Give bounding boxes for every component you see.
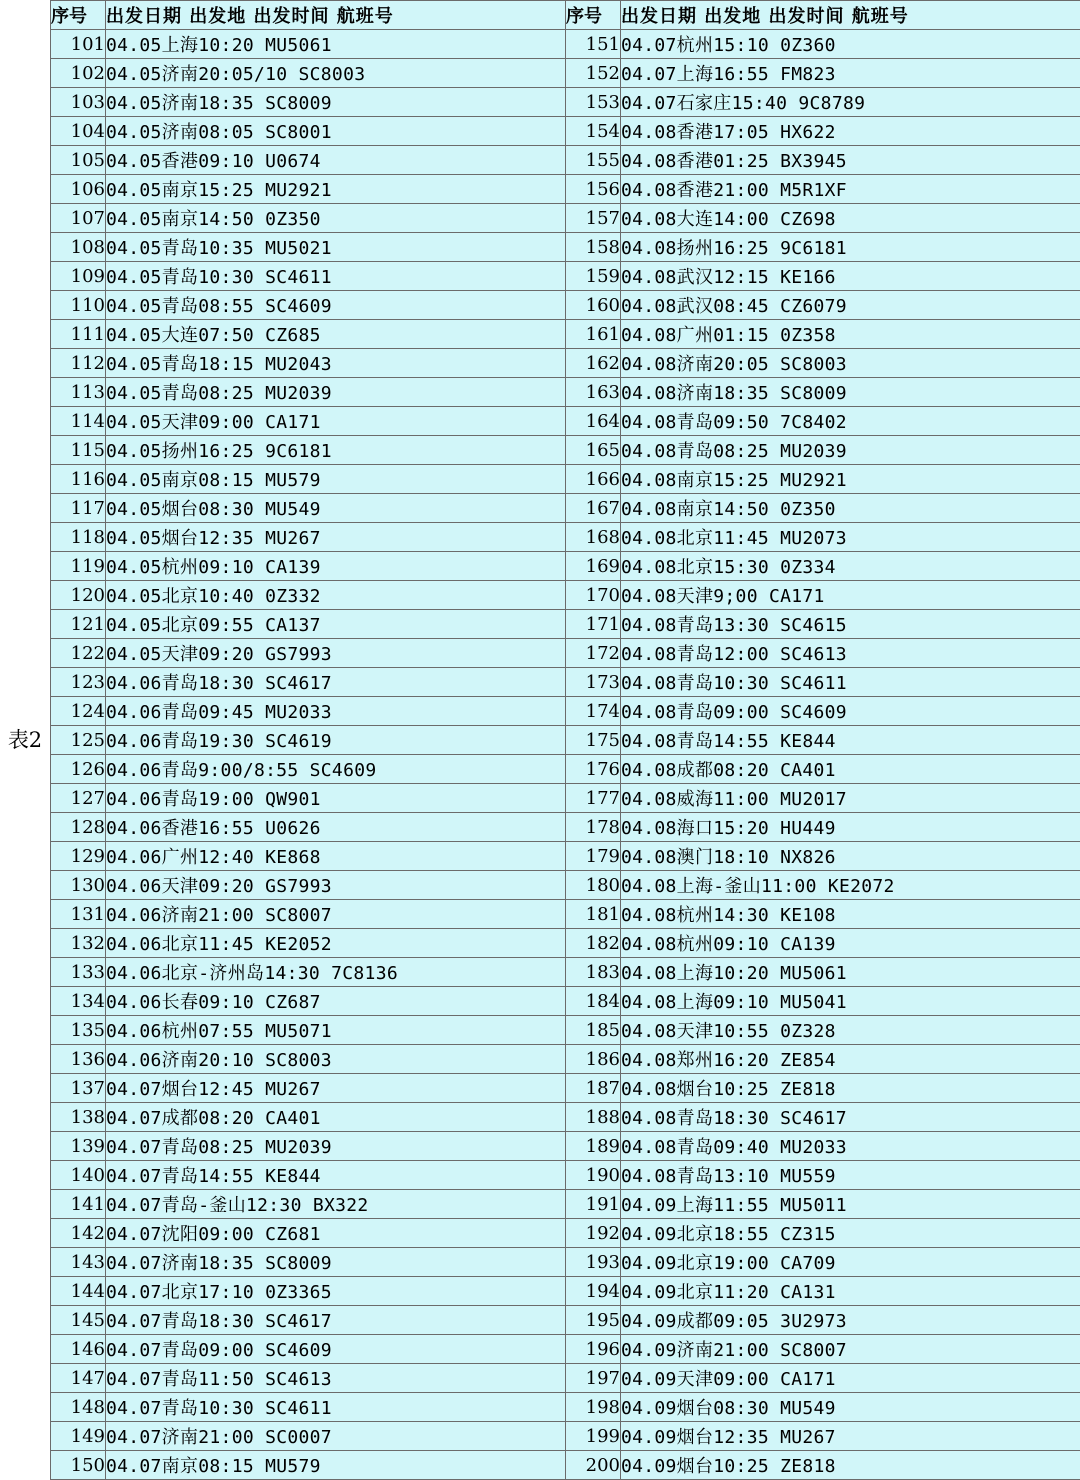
table-row [51,1364,1080,1393]
flight-cell: 04.06济南21:00 SC8007 [106,900,566,929]
seq-cell: 139 [51,1132,106,1161]
seq-cell: 165 [566,436,621,465]
flight-cell: 04.06长春09:10 CZ687 [106,987,566,1016]
flight-cell: 04.05青岛08:55 SC4609 [106,291,566,320]
table-row [51,697,1080,726]
seq-cell: 172 [566,639,621,668]
seq-cell: 117 [51,494,106,523]
seq-cell: 136 [51,1045,106,1074]
flight-cell: 04.08南京15:25 MU2921 [621,465,1080,494]
table-side-label: 表2 [0,0,50,1477]
flight-cell: 04.05烟台08:30 MU549 [106,494,566,523]
table-row [51,320,1080,349]
seq-cell: 187 [566,1074,621,1103]
seq-cell: 181 [566,900,621,929]
flight-cell: 04.08天津9;00 CA171 [621,581,1080,610]
seq-cell: 120 [51,581,106,610]
flight-cell: 04.08海口15:20 HU449 [621,813,1080,842]
table-row [51,30,1080,59]
seq-cell: 105 [51,146,106,175]
seq-cell: 182 [566,929,621,958]
flight-cell: 04.08青岛08:25 MU2039 [621,436,1080,465]
flight-cell: 04.08上海09:10 MU5041 [621,987,1080,1016]
seq-cell: 166 [566,465,621,494]
flight-cell: 04.09天津09:00 CA171 [621,1364,1080,1393]
seq-cell: 140 [51,1161,106,1190]
flight-cell: 04.07青岛09:00 SC4609 [106,1335,566,1364]
table-row [51,958,1080,987]
seq-cell: 122 [51,639,106,668]
flight-cell: 04.09成都09:05 3U2973 [621,1306,1080,1335]
flight-cell: 04.08威海11:00 MU2017 [621,784,1080,813]
seq-cell: 146 [51,1335,106,1364]
seq-cell: 129 [51,842,106,871]
flight-cell: 04.05青岛10:30 SC4611 [106,262,566,291]
flight-cell: 04.09北京11:20 CA131 [621,1277,1080,1306]
table-row [51,204,1080,233]
seq-cell: 112 [51,349,106,378]
seq-cell: 113 [51,378,106,407]
seq-cell: 179 [566,842,621,871]
seq-cell: 119 [51,552,106,581]
seq-cell: 101 [51,30,106,59]
flight-cell: 04.08青岛13:30 SC4615 [621,610,1080,639]
seq-cell: 185 [566,1016,621,1045]
flight-cell: 04.06北京11:45 KE2052 [106,929,566,958]
flight-cell: 04.08武汉08:45 CZ6079 [621,291,1080,320]
seq-cell: 106 [51,175,106,204]
flight-cell: 04.08上海-釜山11:00 KE2072 [621,871,1080,900]
seq-cell: 200 [566,1451,621,1480]
seq-cell: 127 [51,784,106,813]
flight-cell: 04.08上海10:20 MU5061 [621,958,1080,987]
flight-cell: 04.07青岛11:50 SC4613 [106,1364,566,1393]
seq-cell: 198 [566,1393,621,1422]
table-row [51,59,1080,88]
seq-cell: 158 [566,233,621,262]
flight-cell: 04.05南京15:25 MU2921 [106,175,566,204]
flight-cell: 04.08青岛13:10 MU559 [621,1161,1080,1190]
seq-cell: 132 [51,929,106,958]
seq-cell: 118 [51,523,106,552]
table-row [51,146,1080,175]
seq-cell: 107 [51,204,106,233]
flight-cell: 04.08北京11:45 MU2073 [621,523,1080,552]
table-row [51,1451,1080,1480]
flight-cell: 04.06广州12:40 KE868 [106,842,566,871]
seq-cell: 162 [566,349,621,378]
table-row [51,1306,1080,1335]
seq-cell: 102 [51,59,106,88]
flight-cell: 04.07青岛-釜山12:30 BX322 [106,1190,566,1219]
flight-cell: 04.06天津09:20 GS7993 [106,871,566,900]
seq-cell: 109 [51,262,106,291]
flight-cell: 04.07成都08:20 CA401 [106,1103,566,1132]
flight-cell: 04.05青岛08:25 MU2039 [106,378,566,407]
table-row [51,1219,1080,1248]
table-row [51,233,1080,262]
table-row [51,1277,1080,1306]
flight-cell: 04.05北京09:55 CA137 [106,610,566,639]
flight-cell: 04.05济南08:05 SC8001 [106,117,566,146]
table-row [51,1161,1080,1190]
seq-cell: 173 [566,668,621,697]
flight-cell: 04.07烟台12:45 MU267 [106,1074,566,1103]
seq-cell: 147 [51,1364,106,1393]
table-row [51,523,1080,552]
seq-cell: 170 [566,581,621,610]
flight-cell: 04.09北京19:00 CA709 [621,1248,1080,1277]
table-row [51,436,1080,465]
flight-cell: 04.05扬州16:25 9C6181 [106,436,566,465]
seq-cell: 161 [566,320,621,349]
flight-cell: 04.09北京18:55 CZ315 [621,1219,1080,1248]
flight-cell: 04.07杭州15:10 0Z360 [621,30,1080,59]
flight-cell: 04.08济南20:05 SC8003 [621,349,1080,378]
table-row [51,842,1080,871]
seq-cell: 156 [566,175,621,204]
flight-table [50,0,1080,1480]
flight-cell: 04.09烟台10:25 ZE818 [621,1451,1080,1480]
flight-cell: 04.05天津09:00 CA171 [106,407,566,436]
seq-cell: 175 [566,726,621,755]
table-row [51,1016,1080,1045]
seq-cell: 111 [51,320,106,349]
flight-cell: 04.07济南18:35 SC8009 [106,1248,566,1277]
seq-cell: 138 [51,1103,106,1132]
seq-cell: 134 [51,987,106,1016]
table-row [51,175,1080,204]
flight-cell: 04.06青岛19:30 SC4619 [106,726,566,755]
seq-cell: 108 [51,233,106,262]
table-row [51,378,1080,407]
seq-cell: 152 [566,59,621,88]
seq-cell: 144 [51,1277,106,1306]
table-row [51,639,1080,668]
flight-cell: 04.05天津09:20 GS7993 [106,639,566,668]
seq-cell: 121 [51,610,106,639]
flight-cell: 04.08大连14:00 CZ698 [621,204,1080,233]
seq-cell: 130 [51,871,106,900]
seq-cell: 193 [566,1248,621,1277]
flight-cell: 04.08澳门18:10 NX826 [621,842,1080,871]
seq-cell: 142 [51,1219,106,1248]
flight-cell: 04.08武汉12:15 KE166 [621,262,1080,291]
flight-cell: 04.06北京-济州岛14:30 7C8136 [106,958,566,987]
seq-cell: 163 [566,378,621,407]
flight-cell: 04.08广州01:15 0Z358 [621,320,1080,349]
seq-cell: 160 [566,291,621,320]
flight-cell: 04.09济南21:00 SC8007 [621,1335,1080,1364]
seq-cell: 197 [566,1364,621,1393]
flight-cell: 04.07上海16:55 FM823 [621,59,1080,88]
flight-cell: 04.08南京14:50 0Z350 [621,494,1080,523]
flight-cell: 04.05青岛18:15 MU2043 [106,349,566,378]
flight-cell: 04.08青岛09:40 MU2033 [621,1132,1080,1161]
flight-cell: 04.08杭州14:30 KE108 [621,900,1080,929]
seq-cell: 192 [566,1219,621,1248]
table-row [51,552,1080,581]
seq-cell: 104 [51,117,106,146]
table-row [51,871,1080,900]
seq-cell: 128 [51,813,106,842]
table-row [51,117,1080,146]
seq-cell: 191 [566,1190,621,1219]
seq-cell: 133 [51,958,106,987]
seq-cell: 124 [51,697,106,726]
flight-cell: 04.08烟台10:25 ZE818 [621,1074,1080,1103]
flight-cell: 04.08香港01:25 BX3945 [621,146,1080,175]
flight-cell: 04.08青岛09:50 7C8402 [621,407,1080,436]
flight-cell: 04.08杭州09:10 CA139 [621,929,1080,958]
seq-cell: 194 [566,1277,621,1306]
table-body [51,30,1080,1480]
seq-cell: 123 [51,668,106,697]
seq-cell: 110 [51,291,106,320]
flight-cell: 04.08郑州16:20 ZE854 [621,1045,1080,1074]
table-row [51,465,1080,494]
flight-cell: 04.07青岛08:25 MU2039 [106,1132,566,1161]
table-row [51,1335,1080,1364]
seq-cell: 167 [566,494,621,523]
flight-cell: 04.08青岛14:55 KE844 [621,726,1080,755]
seq-cell: 143 [51,1248,106,1277]
seq-cell: 199 [566,1422,621,1451]
flight-cell: 04.07南京08:15 MU579 [106,1451,566,1480]
seq-cell: 183 [566,958,621,987]
flight-cell: 04.08香港21:00 M5R1XF [621,175,1080,204]
flight-cell: 04.06杭州07:55 MU5071 [106,1016,566,1045]
table-row [51,88,1080,117]
header-fields-left: 出发日期 出发地 出发时间 航班号 [106,1,566,30]
flight-cell: 04.08成都08:20 CA401 [621,755,1080,784]
flight-cell: 04.05济南18:35 SC8009 [106,88,566,117]
flight-cell: 04.07青岛18:30 SC4617 [106,1306,566,1335]
seq-cell: 126 [51,755,106,784]
flight-cell: 04.09烟台12:35 MU267 [621,1422,1080,1451]
seq-cell: 157 [566,204,621,233]
table-row [51,494,1080,523]
seq-cell: 190 [566,1161,621,1190]
flight-cell: 04.06青岛09:45 MU2033 [106,697,566,726]
seq-cell: 189 [566,1132,621,1161]
table-row [51,726,1080,755]
seq-cell: 137 [51,1074,106,1103]
seq-cell: 186 [566,1045,621,1074]
header-row [51,1,1080,30]
flight-cell: 04.05济南20:05/10 SC8003 [106,59,566,88]
flight-cell: 04.05南京08:15 MU579 [106,465,566,494]
seq-cell: 168 [566,523,621,552]
flight-cell: 04.08北京15:30 0Z334 [621,552,1080,581]
flight-cell: 04.09烟台08:30 MU549 [621,1393,1080,1422]
table-row [51,1190,1080,1219]
seq-cell: 176 [566,755,621,784]
table-row [51,668,1080,697]
table-row [51,262,1080,291]
seq-cell: 150 [51,1451,106,1480]
flight-cell: 04.06香港16:55 U0626 [106,813,566,842]
seq-cell: 103 [51,88,106,117]
flight-cell: 04.08香港17:05 HX622 [621,117,1080,146]
flight-cell: 04.06青岛9:00/8:55 SC4609 [106,755,566,784]
flight-cell: 04.07济南21:00 SC0007 [106,1422,566,1451]
seq-cell: 153 [566,88,621,117]
seq-cell: 178 [566,813,621,842]
header-seq-right: 序号 [566,1,621,30]
flight-cell: 04.05青岛10:35 MU5021 [106,233,566,262]
seq-cell: 171 [566,610,621,639]
table-row [51,1045,1080,1074]
table-row [51,987,1080,1016]
flight-cell: 04.08扬州16:25 9C6181 [621,233,1080,262]
seq-cell: 151 [566,30,621,59]
flight-cell: 04.05南京14:50 0Z350 [106,204,566,233]
flight-cell: 04.07青岛14:55 KE844 [106,1161,566,1190]
flight-cell: 04.06青岛18:30 SC4617 [106,668,566,697]
flight-cell: 04.08天津10:55 0Z328 [621,1016,1080,1045]
table-row [51,407,1080,436]
table-row [51,929,1080,958]
seq-cell: 169 [566,552,621,581]
flight-cell: 04.08青岛18:30 SC4617 [621,1103,1080,1132]
table-row [51,1248,1080,1277]
table-row [51,349,1080,378]
flight-cell: 04.05香港09:10 U0674 [106,146,566,175]
flight-cell: 04.06济南20:10 SC8003 [106,1045,566,1074]
flight-cell: 04.08青岛12:00 SC4613 [621,639,1080,668]
table-row [51,291,1080,320]
table-row [51,1422,1080,1451]
seq-cell: 177 [566,784,621,813]
table-row [51,900,1080,929]
flight-cell: 04.05上海10:20 MU5061 [106,30,566,59]
flight-cell: 04.05杭州09:10 CA139 [106,552,566,581]
seq-cell: 125 [51,726,106,755]
seq-cell: 141 [51,1190,106,1219]
seq-cell: 115 [51,436,106,465]
flight-cell: 04.05大连07:50 CZ685 [106,320,566,349]
table-row [51,1074,1080,1103]
table-row [51,755,1080,784]
flight-cell: 04.08青岛09:00 SC4609 [621,697,1080,726]
header-seq-left: 序号 [51,1,106,30]
table-row [51,1393,1080,1422]
seq-cell: 131 [51,900,106,929]
flight-cell: 04.07青岛10:30 SC4611 [106,1393,566,1422]
seq-cell: 164 [566,407,621,436]
table-row [51,1103,1080,1132]
seq-cell: 154 [566,117,621,146]
table-row [51,1132,1080,1161]
seq-cell: 159 [566,262,621,291]
flight-cell: 04.07石家庄15:40 9C8789 [621,88,1080,117]
flight-cell: 04.05北京10:40 0Z332 [106,581,566,610]
table-row [51,813,1080,842]
flight-cell: 04.05烟台12:35 MU267 [106,523,566,552]
flight-cell: 04.07沈阳09:00 CZ681 [106,1219,566,1248]
seq-cell: 114 [51,407,106,436]
seq-cell: 188 [566,1103,621,1132]
flight-cell: 04.07北京17:10 0Z3365 [106,1277,566,1306]
seq-cell: 135 [51,1016,106,1045]
flight-cell: 04.06青岛19:00 QW901 [106,784,566,813]
table-row [51,581,1080,610]
seq-cell: 174 [566,697,621,726]
flight-cell: 04.08济南18:35 SC8009 [621,378,1080,407]
seq-cell: 116 [51,465,106,494]
seq-cell: 155 [566,146,621,175]
seq-cell: 149 [51,1422,106,1451]
table-row [51,784,1080,813]
seq-cell: 195 [566,1306,621,1335]
seq-cell: 184 [566,987,621,1016]
seq-cell: 180 [566,871,621,900]
seq-cell: 196 [566,1335,621,1364]
flight-cell: 04.08青岛10:30 SC4611 [621,668,1080,697]
seq-cell: 148 [51,1393,106,1422]
header-fields-right: 出发日期 出发地 出发时间 航班号 [621,1,1080,30]
flight-cell: 04.09上海11:55 MU5011 [621,1190,1080,1219]
table-row [51,610,1080,639]
seq-cell: 145 [51,1306,106,1335]
